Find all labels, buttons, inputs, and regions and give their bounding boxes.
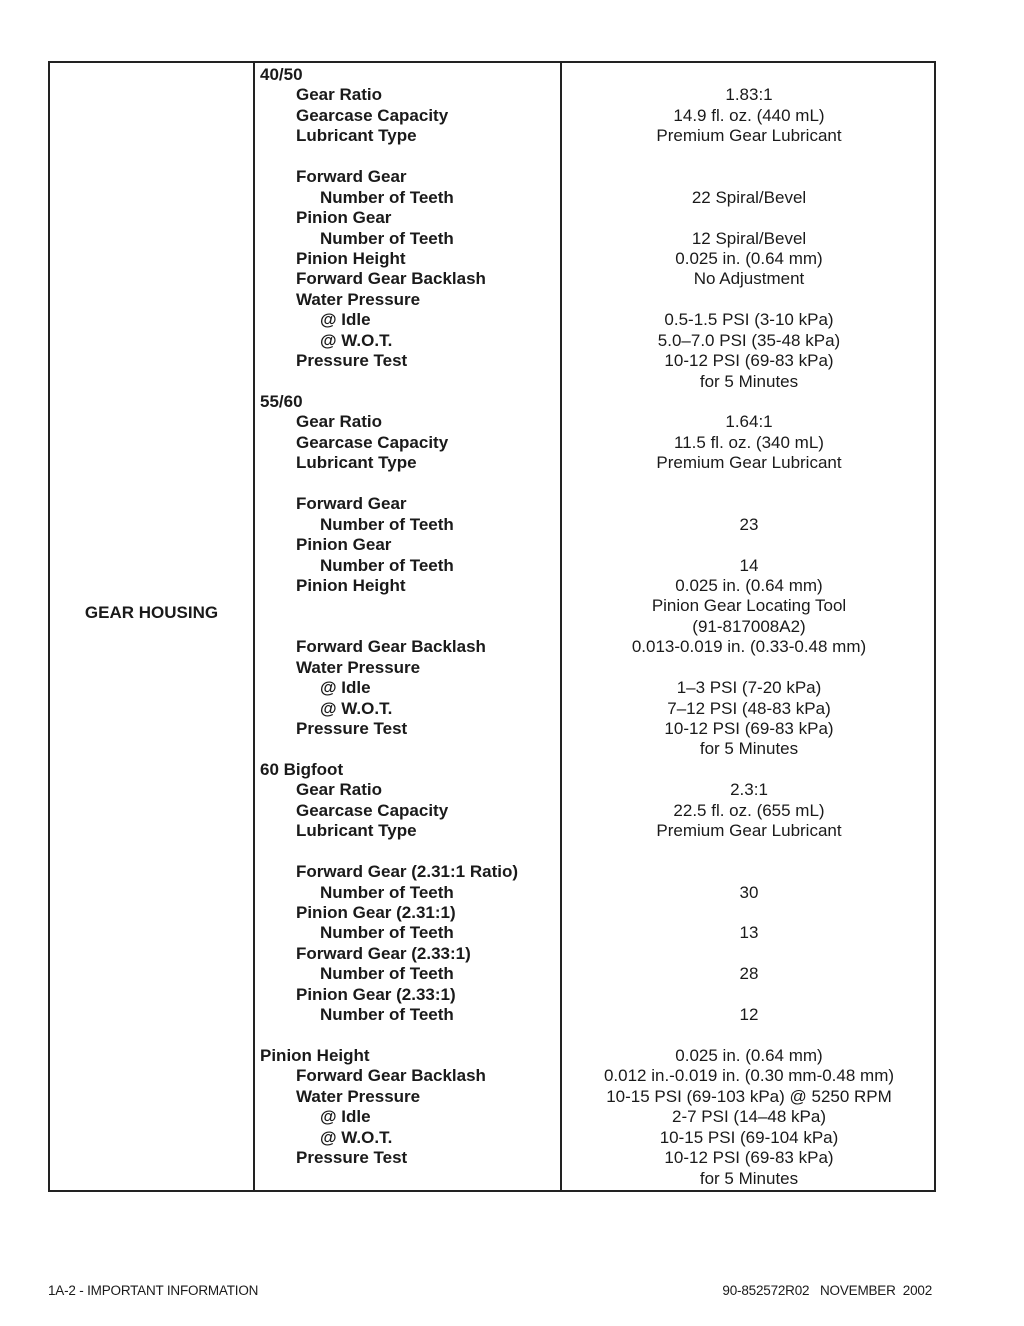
spec-label: Gearcase Capacity [296, 432, 449, 452]
spec-label: Number of Teeth [320, 882, 454, 902]
spec-label: Lubricant Type [296, 126, 417, 146]
spec-value: for 5 Minutes [699, 739, 799, 759]
spec-label [260, 596, 556, 616]
spec-label [260, 474, 556, 494]
spec-value [562, 535, 936, 555]
spec-label: @ Idle [320, 678, 371, 698]
spec-label: @ W.O.T. [320, 698, 393, 718]
spec-value [562, 208, 936, 228]
spec-value: 12 [739, 1005, 759, 1025]
spec-value: 30 [739, 882, 759, 902]
spec-value: 10-15 PSI (69-103 kPa) @ 5250 RPM [606, 1086, 892, 1106]
spec-value: 13 [739, 923, 759, 943]
footer-section-title: 1A-2 - IMPORTANT INFORMATION [48, 1283, 259, 1298]
spec-value: 11.5 fl. oz. (340 mL) [674, 432, 824, 452]
spec-label: Forward Gear [296, 494, 407, 514]
spec-value: for 5 Minutes [699, 371, 799, 391]
spec-label: Pinion Height [260, 1046, 370, 1065]
spec-value: 12 Spiral/Bevel [691, 228, 807, 248]
spec-value: 28 [739, 964, 759, 984]
column-divider [253, 63, 255, 1190]
spec-label: Gearcase Capacity [296, 800, 449, 820]
spec-label: Gearcase Capacity [296, 105, 449, 125]
spec-label: Pinion Gear [296, 208, 392, 228]
spec-value: 14.9 fl. oz. (440 mL) [673, 105, 825, 125]
spec-value: Premium Gear Lubricant [656, 821, 842, 841]
spec-label: Forward Gear (2.31:1 Ratio) [296, 862, 519, 882]
spec-value: 0.5-1.5 PSI (3-10 kPa) [664, 310, 834, 330]
spec-label: Gear Ratio [296, 780, 382, 800]
spec-label: Forward Gear Backlash [296, 269, 486, 289]
spec-value [562, 167, 936, 187]
spec-label: Forward Gear Backlash [296, 1066, 486, 1086]
spec-value [562, 842, 936, 862]
spec-value: 22.5 fl. oz. (655 mL) [673, 800, 825, 820]
spec-label: 40/50 [260, 65, 303, 84]
spec-label [260, 147, 556, 167]
spec-table [48, 61, 936, 1192]
spec-label: Number of Teeth [320, 964, 454, 984]
spec-label: Pressure Test [296, 1148, 408, 1168]
spec-value [562, 494, 936, 514]
spec-value: 10-12 PSI (69-83 kPa) [664, 1148, 834, 1168]
spec-label: 60 Bigfoot [260, 759, 344, 779]
spec-value: 10-12 PSI (69-83 kPa) [664, 351, 834, 371]
spec-value: No Adjustment [693, 269, 805, 289]
spec-labels-column [260, 65, 556, 1189]
spec-label: 55/60 [260, 392, 303, 411]
spec-label: Number of Teeth [320, 923, 454, 943]
spec-value: 14 [739, 555, 759, 575]
spec-value [562, 862, 936, 882]
spec-value [562, 147, 936, 167]
spec-label: Forward Gear Backlash [296, 637, 486, 657]
spec-value: 7–12 PSI (48-83 kPa) [667, 698, 831, 718]
spec-value [562, 65, 936, 85]
spec-label [260, 617, 556, 637]
spec-value: for 5 Minutes [699, 1168, 799, 1188]
spec-label: Number of Teeth [320, 187, 454, 207]
spec-label: @ W.O.T. [320, 1127, 393, 1147]
spec-label: Pressure Test [296, 351, 408, 371]
spec-label [260, 1169, 556, 1189]
spec-label: Forward Gear (2.33:1) [296, 943, 471, 963]
spec-label [260, 1026, 556, 1046]
spec-label [260, 842, 556, 862]
spec-label: Pinion Gear [296, 535, 392, 555]
spec-label: Gear Ratio [296, 85, 382, 105]
spec-value [562, 474, 936, 494]
spec-value: Premium Gear Lubricant [656, 453, 842, 473]
spec-label: Pinion Height [296, 575, 406, 595]
spec-value: 1–3 PSI (7-20 kPa) [676, 678, 822, 698]
spec-value [562, 290, 936, 310]
spec-value: Premium Gear Lubricant [656, 126, 842, 146]
spec-label: Gear Ratio [296, 412, 382, 432]
spec-label: Forward Gear [296, 167, 407, 187]
spec-value [562, 760, 936, 780]
spec-value: 0.025 in. (0.64 mm) [675, 248, 823, 268]
spec-value [562, 658, 936, 678]
spec-value: 23 [739, 514, 759, 534]
spec-value: Pinion Gear Locating Tool [651, 596, 847, 616]
spec-label: Pressure Test [296, 719, 408, 738]
spec-value [562, 985, 936, 1005]
section-label: GEAR HOUSING [84, 603, 219, 622]
spec-label [260, 739, 556, 759]
spec-value: 22 Spiral/Bevel [691, 187, 807, 207]
spec-value [562, 392, 936, 412]
spec-value: (91-817008A2) [692, 616, 806, 636]
spec-label: @ Idle [320, 310, 371, 330]
spec-value: 0.012 in.-0.019 in. (0.30 mm-0.48 mm) [603, 1066, 895, 1086]
spec-value: 0.013-0.019 in. (0.33-0.48 mm) [631, 637, 867, 657]
footer-doc-number-date: 90-852572R02 NOVEMBER 2002 [722, 1283, 932, 1298]
spec-label: Water Pressure [296, 657, 421, 677]
spec-label: Water Pressure [296, 289, 421, 309]
spec-label: Pinion Gear (2.31:1) [296, 902, 456, 922]
spec-value [562, 903, 936, 923]
spec-value: 2.3:1 [730, 780, 768, 800]
spec-value: 5.0–7.0 PSI (35-48 kPa) [657, 330, 841, 350]
spec-label: Number of Teeth [320, 228, 454, 248]
spec-value: 10-12 PSI (69-83 kPa) [664, 719, 834, 738]
spec-value: 0.025 in. (0.64 mm) [675, 575, 823, 595]
spec-label: Number of Teeth [320, 514, 454, 534]
spec-values-column [562, 65, 936, 1189]
spec-label [260, 372, 556, 392]
spec-label: Number of Teeth [320, 1005, 454, 1025]
spec-value: 2-7 PSI (14–48 kPa) [671, 1107, 827, 1127]
spec-value: 10-15 PSI (69-104 kPa) [659, 1127, 839, 1147]
spec-value [562, 1026, 936, 1046]
spec-value: 1.64:1 [725, 412, 773, 432]
spec-label: @ Idle [320, 1107, 371, 1127]
spec-value: 1.83:1 [725, 85, 773, 105]
spec-label: Pinion Height [296, 248, 406, 268]
spec-label: Lubricant Type [296, 453, 417, 473]
spec-value: 0.025 in. (0.64 mm) [675, 1046, 823, 1065]
spec-label: Water Pressure [296, 1086, 421, 1106]
spec-label: Number of Teeth [320, 555, 454, 575]
spec-label: @ W.O.T. [320, 330, 393, 350]
spec-label: Pinion Gear (2.33:1) [296, 984, 456, 1004]
spec-label: Lubricant Type [296, 821, 417, 841]
spec-value [562, 944, 936, 964]
